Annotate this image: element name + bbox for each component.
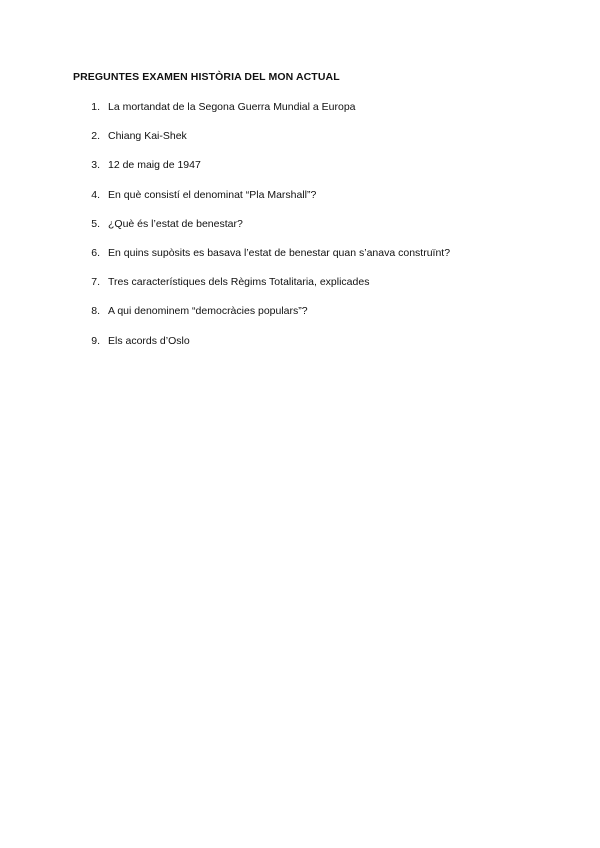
- question-text: ¿Què és l’estat de benestar?: [108, 217, 243, 230]
- question-text: 12 de maig de 1947: [108, 159, 201, 172]
- question-text: Els acords d’Oslo: [108, 334, 190, 347]
- question-number: 9.: [91, 334, 100, 347]
- question-text: A qui denominem “democràcies populars”?: [108, 305, 308, 318]
- question-text: En quins supòsits es basava l’estat de benestar quan s’anava construïnt?: [108, 246, 451, 259]
- question-text: Chiang Kai-Shek: [108, 130, 187, 143]
- question-number: 1.: [91, 101, 100, 113]
- question-number: 3.: [91, 159, 100, 172]
- question-number: 2.: [91, 130, 100, 143]
- question-text: Tres característiques dels Règims Totalitaria, explicades: [108, 276, 370, 289]
- question-number: 8.: [91, 305, 100, 318]
- question-number: 6.: [91, 246, 100, 259]
- question-number: 4.: [91, 188, 100, 201]
- question-number: 7.: [91, 276, 100, 289]
- question-number: 5.: [91, 217, 100, 230]
- question-text: En què consistí el denominat “Pla Marshall”?: [108, 188, 317, 201]
- document-title: PREGUNTES EXAMEN HISTÒRIA DEL MON ACTUAL: [73, 71, 340, 83]
- question-text: La mortandat de la Segona Guerra Mundial a Europa: [108, 101, 356, 113]
